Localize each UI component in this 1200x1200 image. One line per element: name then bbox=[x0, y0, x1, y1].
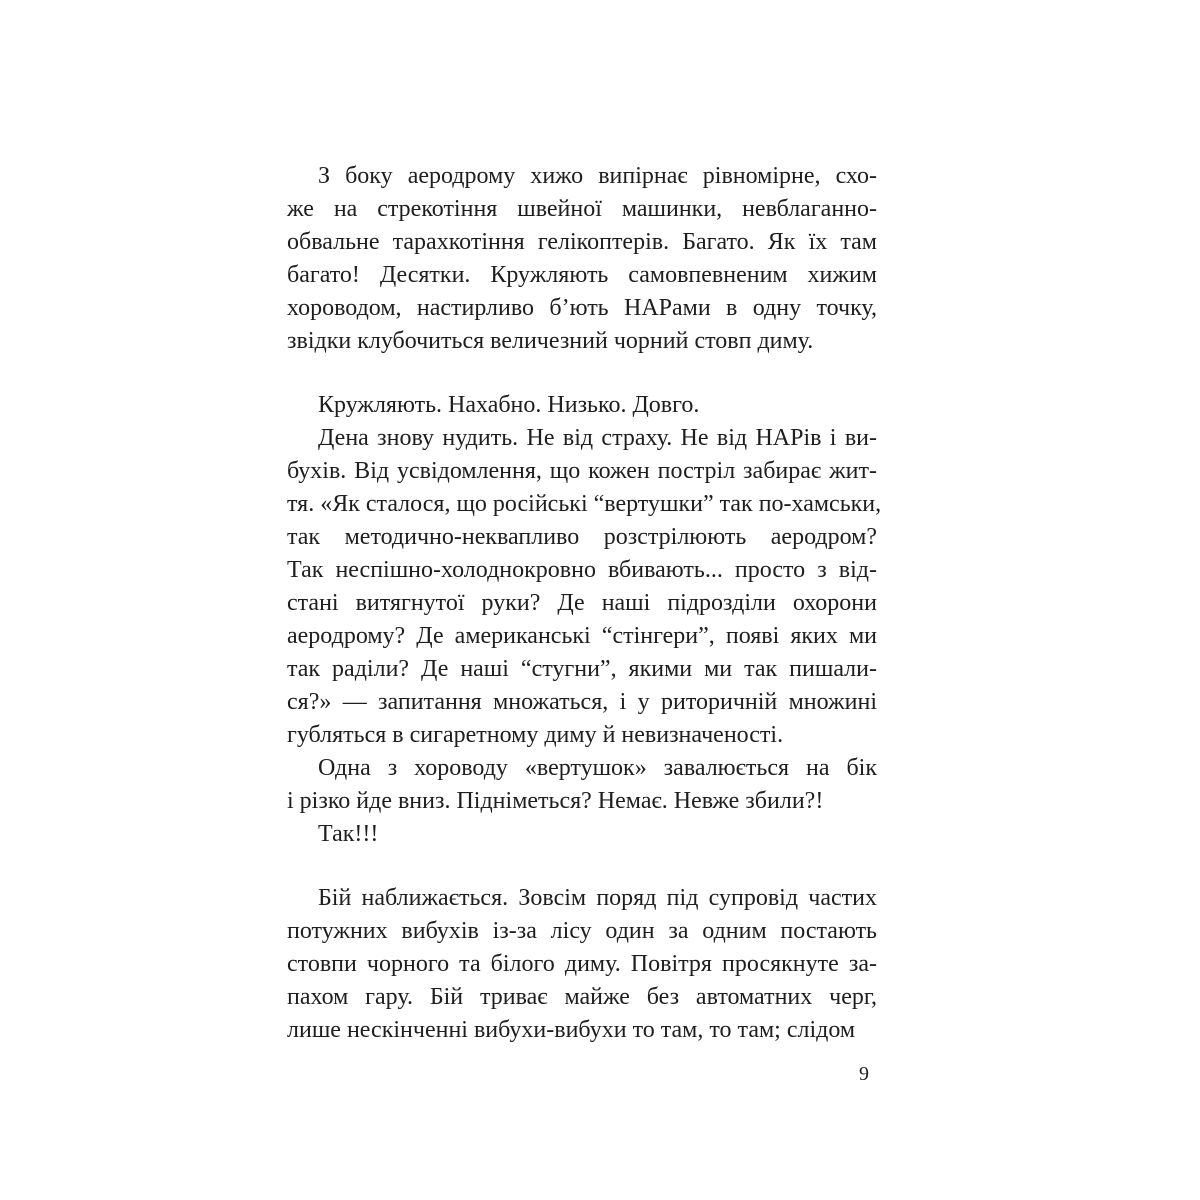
paragraph bbox=[287, 882, 877, 1047]
text-line: багато! Десятки. Кружляють самовпевненим хижим bbox=[287, 262, 877, 288]
text-line: Кружляють. Нахабно. Низько. Довго. bbox=[318, 392, 700, 418]
text-line: стані витягнутої руки? Де наші підрозділи охорони bbox=[287, 590, 877, 616]
text-line: ся?» — запитання множаться, і у риторичній множині bbox=[287, 689, 877, 715]
text-line: пахом гару. Бій триває майже без автоматних черг, bbox=[287, 984, 877, 1010]
text-line: Бій наближається. Зовсім поряд під супровід частих bbox=[318, 885, 877, 911]
text-block bbox=[287, 160, 882, 1047]
text-line: Дена знову нудить. Не від страху. Не від НАРів і ви- bbox=[318, 425, 877, 451]
text-line: Одна з хороводу «вертушок» завалюється на бік bbox=[318, 755, 877, 781]
paragraph bbox=[287, 818, 877, 851]
page-number: 9 bbox=[859, 1063, 869, 1085]
text-line: бухів. Від усвідомлення, що кожен постріл забирає жит- bbox=[287, 458, 877, 484]
paragraph bbox=[287, 160, 877, 358]
text-line: Так неспішно-холоднокровно вбивають... просто з від- bbox=[287, 557, 877, 583]
paragraph bbox=[287, 389, 877, 422]
text-line: стовпи чорного та білого диму. Повітря просякнуте за- bbox=[287, 951, 877, 977]
text-line: так методично-неквапливо розстрілюють аеродром? bbox=[287, 524, 877, 550]
text-line: обвальне тарахкотіння гелікоптерів. Багато. Як їх там bbox=[287, 229, 877, 255]
text-line: же на стрекотіння швейної машинки, невблаганно- bbox=[287, 196, 877, 222]
text-line: аеродрому? Де американські “стінгери”, появі яких ми bbox=[287, 623, 877, 649]
text-line: так раділи? Де наші “стугни”, якими ми так пишали- bbox=[287, 656, 877, 682]
text-line: лише нескінченні вибухи-вибухи то там, то там; слідом bbox=[287, 1017, 856, 1043]
text-line: потужних вибухів із-за лісу один за одним постають bbox=[287, 918, 877, 944]
text-line: З боку аеродрому хижо випірнає рівномірне, схо- bbox=[318, 163, 877, 189]
text-line: хороводом, настирливо б’ють НАРами в одну точку, bbox=[287, 295, 877, 321]
text-line: і різко йде вниз. Підніметься? Немає. Невже збили?! bbox=[287, 788, 824, 814]
text-line: тя. «Як сталося, що російські “вертушки” так по-хамськи, bbox=[287, 491, 882, 517]
text-line: Так!!! bbox=[318, 821, 379, 847]
paragraph bbox=[287, 422, 882, 752]
text-line: звідки клубочиться величезний чорний стовп диму. bbox=[287, 328, 814, 354]
paragraph bbox=[287, 752, 877, 818]
text-line: губляться в сигаретному диму й невизначеності. bbox=[287, 722, 784, 748]
